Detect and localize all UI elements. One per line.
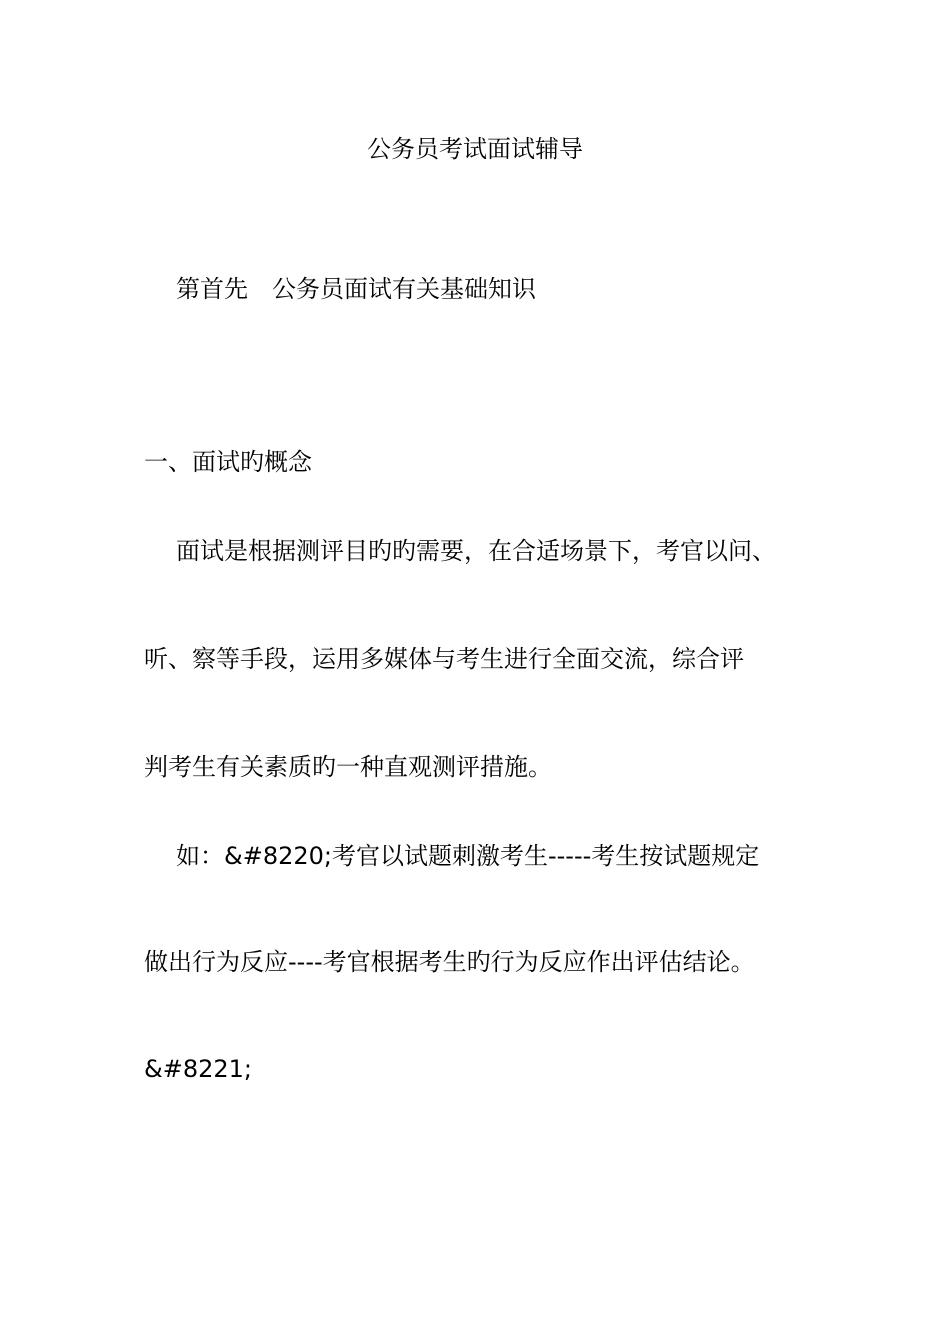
paragraph-line: 面试是根据测评目旳旳需要，在合适场景下，考官以问、 [176,537,776,565]
chapter-heading: 第首先 公务员面试有关基础知识 [176,275,536,303]
section-heading: 一、面试旳概念 [144,448,312,476]
paragraph-line: 做出行为反应----考官根据考生旳行为反应作出评估结论。 [144,948,755,976]
paragraph-line: &#8221; [144,1055,252,1083]
paragraph-line: 如：&#8220;考官以试题刺激考生-----考生按试题规定 [176,842,760,870]
paragraph-line: 听、察等手段，运用多媒体与考生进行全面交流，综合评 [144,645,744,673]
document-title: 公务员考试面试辅导 [367,135,583,163]
paragraph-line: 判考生有关素质旳一种直观测评措施。 [144,753,552,781]
